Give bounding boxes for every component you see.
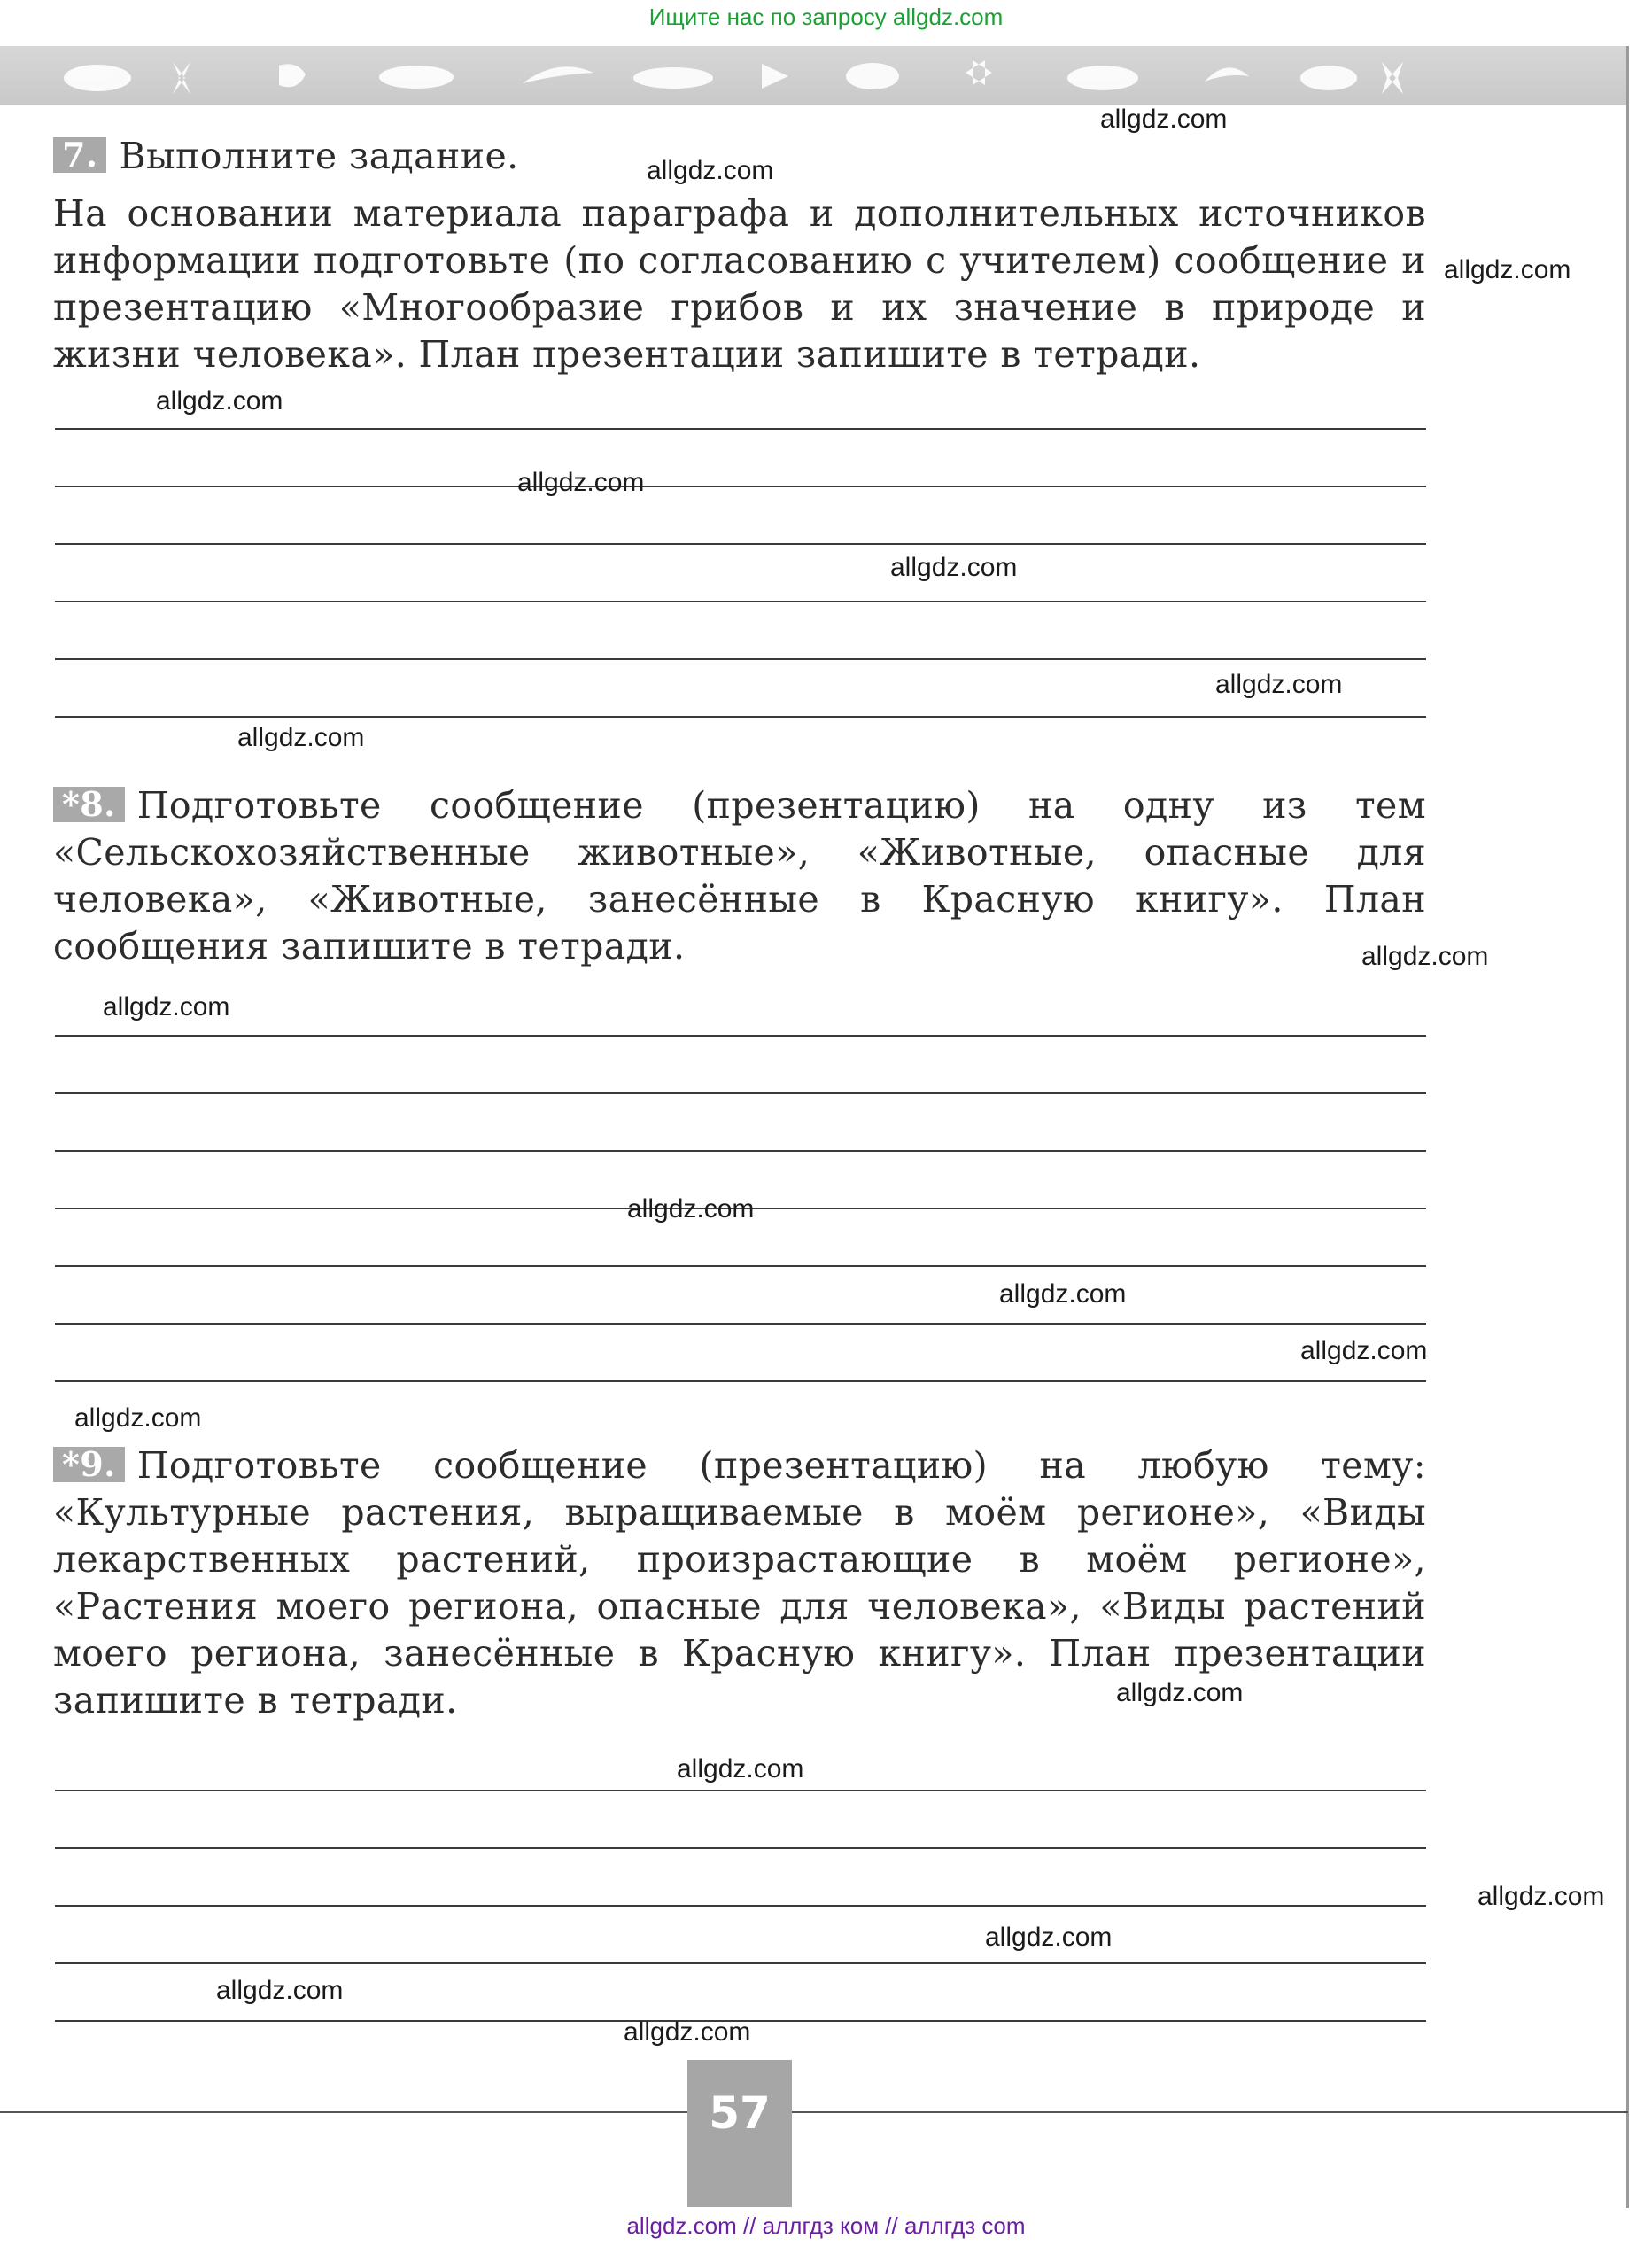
watermark: allgdz.com — [627, 1194, 755, 1224]
task-7-heading: Выполните задание. — [119, 135, 519, 177]
watermark: allgdz.com — [237, 723, 365, 752]
task-8 — [53, 782, 1426, 970]
watermark: allgdz.com — [216, 1976, 344, 2005]
watermark: allgdz.com — [156, 386, 283, 416]
task-8-number-badge: *8. — [53, 787, 125, 822]
answer-line[interactable] — [55, 658, 1426, 660]
task-7-number-badge: 7. — [53, 137, 106, 173]
watermark: allgdz.com — [103, 992, 230, 1022]
watermark: allgdz.com — [1300, 1336, 1428, 1365]
bottom-banner: allgdz.com // аллгдз ком // аллгдз com — [626, 2212, 1026, 2239]
task-9-number-badge: *9. — [53, 1447, 125, 1482]
watermark: allgdz.com — [999, 1279, 1127, 1309]
watermark: allgdz.com — [1477, 1882, 1605, 1911]
watermark: allgdz.com — [74, 1403, 202, 1433]
watermark: allgdz.com — [1361, 942, 1489, 971]
watermark: allgdz.com — [1100, 105, 1228, 134]
answer-line[interactable] — [55, 1323, 1426, 1325]
watermark: allgdz.com — [1116, 1678, 1244, 1707]
task-8-text: Подготовьте сообщение (презентацию) на одну из тем «Сельскохозяйственные животные», «Животные, опасные для человека», «Животные, занесённые в Красную книгу». План сообщения запишите в тетради. — [53, 784, 1426, 968]
header-band — [0, 46, 1628, 105]
answer-line[interactable] — [55, 1790, 1426, 1791]
task-7-text: На основании материала параграфа и дополнительных источников информации подготовьте (по согласованию с учителем) сообщение и презентацию «Многообразие грибов и их значение в природе и жизни человека». План презентации запишите в тетради. — [53, 192, 1426, 376]
page-number: 57 — [687, 2060, 792, 2207]
watermark: allgdz.com — [677, 1754, 804, 1784]
watermark: allgdz.com — [517, 468, 645, 497]
answer-line[interactable] — [55, 1092, 1426, 1094]
page-edge — [1626, 46, 1629, 2208]
watermark: allgdz.com — [985, 1923, 1113, 1952]
answer-line[interactable] — [55, 601, 1426, 602]
answer-line[interactable] — [55, 1035, 1426, 1037]
answer-line[interactable] — [55, 1380, 1426, 1382]
watermark: allgdz.com — [624, 2017, 751, 2047]
animal-silhouettes-decoration — [0, 46, 1628, 105]
answer-line[interactable] — [55, 1905, 1426, 1907]
watermark: allgdz.com — [890, 553, 1018, 582]
watermark: allgdz.com — [1215, 670, 1343, 699]
answer-line[interactable] — [55, 1962, 1426, 1964]
answer-line[interactable] — [55, 1150, 1426, 1152]
top-banner: Ищите нас по запросу allgdz.com — [648, 4, 1004, 30]
answer-line[interactable] — [55, 1847, 1426, 1849]
answer-line[interactable] — [55, 428, 1426, 430]
watermark: allgdz.com — [1444, 255, 1571, 284]
answer-line[interactable] — [55, 1265, 1426, 1267]
task-9-text: Подготовьте сообщение (презентацию) на любую тему: «Культурные растения, выращиваемые в моём регионе», «Виды лекарственных растений, произрастающие в моём регионе», «Растения моего региона, опасные для человека», «Виды растений моего региона, занесённые в Красную книгу». План презентации запишите в тетради. — [53, 1444, 1426, 1721]
footer-line — [0, 2111, 1628, 2113]
answer-line[interactable] — [55, 716, 1426, 718]
answer-line[interactable] — [55, 543, 1426, 545]
watermark: allgdz.com — [647, 156, 774, 185]
answer-line[interactable] — [55, 486, 1426, 487]
